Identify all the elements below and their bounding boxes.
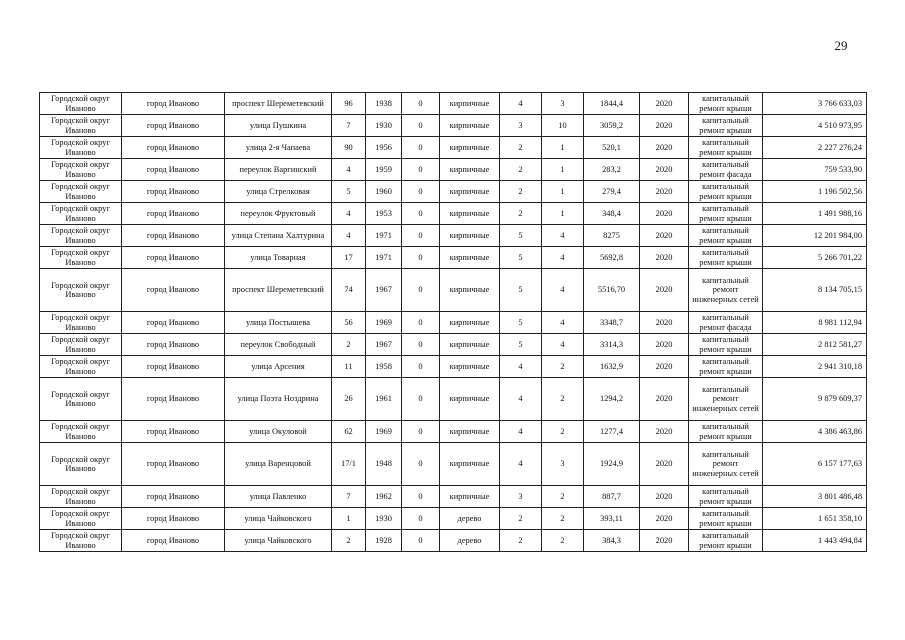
city-cell: город Иваново [122, 443, 225, 486]
area-cell: 279,4 [584, 181, 640, 203]
floors-cell: 2 [500, 181, 542, 203]
page-number: 29 [834, 38, 848, 53]
area-cell: 887,7 [584, 486, 640, 508]
work-type-cell: капитальный ремонт инженерных сетей [689, 443, 763, 486]
street-cell: переулок Фруктовый [225, 203, 332, 225]
city-cell: город Иваново [122, 181, 225, 203]
house-number-cell: 2 [332, 334, 366, 356]
floors-cell: 2 [500, 137, 542, 159]
cost-cell: 1 651 358,10 [763, 508, 867, 530]
work-type-cell: капитальный ремонт крыши [689, 486, 763, 508]
city-cell: город Иваново [122, 159, 225, 181]
floors-cell: 5 [500, 225, 542, 247]
zero-cell: 0 [402, 93, 440, 115]
table-row [40, 356, 867, 378]
zero-cell: 0 [402, 203, 440, 225]
district-cell: Городской округ Иваново [40, 486, 122, 508]
floors-cell: 2 [500, 159, 542, 181]
table-row [40, 247, 867, 269]
entrances-cell: 1 [542, 181, 584, 203]
wall-material-cell: кирпичные [440, 378, 500, 421]
district-cell: Городской округ Иваново [40, 181, 122, 203]
district-cell: Городской округ Иваново [40, 443, 122, 486]
area-cell: 520,1 [584, 137, 640, 159]
house-number-cell: 7 [332, 486, 366, 508]
entrances-cell: 1 [542, 159, 584, 181]
cost-cell: 4 510 973,95 [763, 115, 867, 137]
build-year-cell: 1969 [366, 421, 402, 443]
cost-cell: 1 443 494,84 [763, 530, 867, 552]
entrances-cell: 4 [542, 247, 584, 269]
plan-year-cell: 2020 [640, 508, 689, 530]
wall-material-cell: кирпичные [440, 269, 500, 312]
zero-cell: 0 [402, 356, 440, 378]
entrances-cell: 4 [542, 312, 584, 334]
house-number-cell: 17/1 [332, 443, 366, 486]
build-year-cell: 1960 [366, 181, 402, 203]
district-cell: Городской округ Иваново [40, 115, 122, 137]
city-cell: город Иваново [122, 225, 225, 247]
street-cell: улица Поэта Ноздрина [225, 378, 332, 421]
district-cell: Городской округ Иваново [40, 378, 122, 421]
city-cell: город Иваново [122, 203, 225, 225]
build-year-cell: 1948 [366, 443, 402, 486]
entrances-cell: 2 [542, 508, 584, 530]
wall-material-cell: кирпичные [440, 159, 500, 181]
street-cell: улица Степана Халтурина [225, 225, 332, 247]
area-cell: 1632,9 [584, 356, 640, 378]
house-number-cell: 96 [332, 93, 366, 115]
cost-cell: 3 801 486,48 [763, 486, 867, 508]
wall-material-cell: кирпичные [440, 115, 500, 137]
table-row [40, 115, 867, 137]
street-cell: улица Павленко [225, 486, 332, 508]
wall-material-cell: кирпичные [440, 181, 500, 203]
street-cell: проспект Шереметевский [225, 93, 332, 115]
wall-material-cell: кирпичные [440, 93, 500, 115]
entrances-cell: 2 [542, 356, 584, 378]
table-row [40, 203, 867, 225]
city-cell: город Иваново [122, 508, 225, 530]
build-year-cell: 1962 [366, 486, 402, 508]
district-cell: Городской округ Иваново [40, 530, 122, 552]
entrances-cell: 1 [542, 137, 584, 159]
street-cell: переулок Варгинский [225, 159, 332, 181]
work-type-cell: капитальный ремонт крыши [689, 137, 763, 159]
work-type-cell: капитальный ремонт инженерных сетей [689, 378, 763, 421]
area-cell: 1294,2 [584, 378, 640, 421]
house-number-cell: 4 [332, 159, 366, 181]
cost-cell: 8 981 112,94 [763, 312, 867, 334]
district-cell: Городской округ Иваново [40, 247, 122, 269]
plan-year-cell: 2020 [640, 443, 689, 486]
plan-year-cell: 2020 [640, 93, 689, 115]
wall-material-cell: кирпичные [440, 443, 500, 486]
house-number-cell: 4 [332, 225, 366, 247]
street-cell: улица 2-я Чапаева [225, 137, 332, 159]
house-number-cell: 17 [332, 247, 366, 269]
zero-cell: 0 [402, 247, 440, 269]
wall-material-cell: дерево [440, 530, 500, 552]
city-cell: город Иваново [122, 486, 225, 508]
street-cell: улица Стрелковая [225, 181, 332, 203]
table-row [40, 421, 867, 443]
build-year-cell: 1971 [366, 247, 402, 269]
zero-cell: 0 [402, 443, 440, 486]
table-body [40, 93, 867, 552]
zero-cell: 0 [402, 378, 440, 421]
build-year-cell: 1956 [366, 137, 402, 159]
wall-material-cell: кирпичные [440, 203, 500, 225]
house-number-cell: 7 [332, 115, 366, 137]
district-cell: Городской округ Иваново [40, 508, 122, 530]
entrances-cell: 2 [542, 378, 584, 421]
table-row [40, 159, 867, 181]
plan-year-cell: 2020 [640, 530, 689, 552]
area-cell: 8275 [584, 225, 640, 247]
plan-year-cell: 2020 [640, 115, 689, 137]
plan-year-cell: 2020 [640, 334, 689, 356]
floors-cell: 4 [500, 443, 542, 486]
table-row [40, 530, 867, 552]
work-type-cell: капитальный ремонт крыши [689, 115, 763, 137]
street-cell: проспект Шереметевский [225, 269, 332, 312]
plan-year-cell: 2020 [640, 378, 689, 421]
city-cell: город Иваново [122, 378, 225, 421]
plan-year-cell: 2020 [640, 181, 689, 203]
table-row [40, 137, 867, 159]
work-type-cell: капитальный ремонт инженерных сетей [689, 269, 763, 312]
build-year-cell: 1958 [366, 356, 402, 378]
work-type-cell: капитальный ремонт крыши [689, 334, 763, 356]
zero-cell: 0 [402, 181, 440, 203]
wall-material-cell: дерево [440, 508, 500, 530]
zero-cell: 0 [402, 421, 440, 443]
plan-year-cell: 2020 [640, 225, 689, 247]
entrances-cell: 2 [542, 421, 584, 443]
district-cell: Городской округ Иваново [40, 93, 122, 115]
build-year-cell: 1928 [366, 530, 402, 552]
plan-year-cell: 2020 [640, 159, 689, 181]
house-number-cell: 2 [332, 530, 366, 552]
zero-cell: 0 [402, 312, 440, 334]
district-cell: Городской округ Иваново [40, 334, 122, 356]
city-cell: город Иваново [122, 93, 225, 115]
plan-year-cell: 2020 [640, 486, 689, 508]
area-cell: 5692,8 [584, 247, 640, 269]
table-row [40, 378, 867, 421]
wall-material-cell: кирпичные [440, 486, 500, 508]
entrances-cell: 10 [542, 115, 584, 137]
district-cell: Городской округ Иваново [40, 421, 122, 443]
wall-material-cell: кирпичные [440, 312, 500, 334]
plan-year-cell: 2020 [640, 356, 689, 378]
table-row [40, 443, 867, 486]
build-year-cell: 1938 [366, 93, 402, 115]
wall-material-cell: кирпичные [440, 247, 500, 269]
plan-year-cell: 2020 [640, 421, 689, 443]
zero-cell: 0 [402, 508, 440, 530]
build-year-cell: 1930 [366, 115, 402, 137]
build-year-cell: 1969 [366, 312, 402, 334]
plan-year-cell: 2020 [640, 137, 689, 159]
entrances-cell: 1 [542, 203, 584, 225]
entrances-cell: 4 [542, 269, 584, 312]
floors-cell: 5 [500, 247, 542, 269]
zero-cell: 0 [402, 137, 440, 159]
house-number-cell: 62 [332, 421, 366, 443]
city-cell: город Иваново [122, 115, 225, 137]
area-cell: 393,11 [584, 508, 640, 530]
table-row [40, 508, 867, 530]
street-cell: улица Пушкина [225, 115, 332, 137]
cost-cell: 8 134 705,15 [763, 269, 867, 312]
house-number-cell: 90 [332, 137, 366, 159]
work-type-cell: капитальный ремонт фасада [689, 159, 763, 181]
table-row [40, 181, 867, 203]
cost-cell: 12 201 984,00 [763, 225, 867, 247]
floors-cell: 3 [500, 486, 542, 508]
work-type-cell: капитальный ремонт крыши [689, 247, 763, 269]
wall-material-cell: кирпичные [440, 137, 500, 159]
floors-cell: 5 [500, 269, 542, 312]
work-type-cell: капитальный ремонт крыши [689, 225, 763, 247]
cost-cell: 6 157 177,63 [763, 443, 867, 486]
district-cell: Городской округ Иваново [40, 312, 122, 334]
area-cell: 1277,4 [584, 421, 640, 443]
city-cell: город Иваново [122, 312, 225, 334]
house-number-cell: 26 [332, 378, 366, 421]
city-cell: город Иваново [122, 269, 225, 312]
district-cell: Городской округ Иваново [40, 356, 122, 378]
area-cell: 384,3 [584, 530, 640, 552]
street-cell: улица Варенцовой [225, 443, 332, 486]
district-cell: Городской округ Иваново [40, 225, 122, 247]
work-type-cell: капитальный ремонт крыши [689, 508, 763, 530]
build-year-cell: 1959 [366, 159, 402, 181]
floors-cell: 4 [500, 356, 542, 378]
house-number-cell: 11 [332, 356, 366, 378]
cost-cell: 2 941 310,18 [763, 356, 867, 378]
area-cell: 1924,9 [584, 443, 640, 486]
house-number-cell: 5 [332, 181, 366, 203]
table-row [40, 93, 867, 115]
floors-cell: 2 [500, 203, 542, 225]
floors-cell: 2 [500, 508, 542, 530]
cost-cell: 2 812 581,27 [763, 334, 867, 356]
street-cell: улица Товарная [225, 247, 332, 269]
housing-repair-table [39, 92, 867, 552]
floors-cell: 3 [500, 115, 542, 137]
district-cell: Городской округ Иваново [40, 137, 122, 159]
build-year-cell: 1967 [366, 334, 402, 356]
wall-material-cell: кирпичные [440, 334, 500, 356]
work-type-cell: капитальный ремонт крыши [689, 181, 763, 203]
city-cell: город Иваново [122, 334, 225, 356]
zero-cell: 0 [402, 225, 440, 247]
city-cell: город Иваново [122, 356, 225, 378]
work-type-cell: капитальный ремонт крыши [689, 356, 763, 378]
city-cell: город Иваново [122, 421, 225, 443]
street-cell: улица Чайковского [225, 530, 332, 552]
district-cell: Городской округ Иваново [40, 269, 122, 312]
street-cell: переулок Свободный [225, 334, 332, 356]
cost-cell: 2 227 276,24 [763, 137, 867, 159]
work-type-cell: капитальный ремонт крыши [689, 93, 763, 115]
work-type-cell: капитальный ремонт крыши [689, 530, 763, 552]
plan-year-cell: 2020 [640, 247, 689, 269]
wall-material-cell: кирпичные [440, 356, 500, 378]
district-cell: Городской округ Иваново [40, 159, 122, 181]
entrances-cell: 4 [542, 334, 584, 356]
street-cell: улица Постышева [225, 312, 332, 334]
floors-cell: 4 [500, 421, 542, 443]
plan-year-cell: 2020 [640, 269, 689, 312]
zero-cell: 0 [402, 115, 440, 137]
entrances-cell: 3 [542, 93, 584, 115]
table-row [40, 334, 867, 356]
zero-cell: 0 [402, 334, 440, 356]
house-number-cell: 74 [332, 269, 366, 312]
area-cell: 3314,3 [584, 334, 640, 356]
table-row [40, 269, 867, 312]
city-cell: город Иваново [122, 530, 225, 552]
floors-cell: 2 [500, 530, 542, 552]
house-number-cell: 56 [332, 312, 366, 334]
work-type-cell: капитальный ремонт крыши [689, 203, 763, 225]
district-cell: Городской округ Иваново [40, 203, 122, 225]
table-row [40, 312, 867, 334]
floors-cell: 5 [500, 312, 542, 334]
area-cell: 3348,7 [584, 312, 640, 334]
work-type-cell: капитальный ремонт крыши [689, 421, 763, 443]
plan-year-cell: 2020 [640, 312, 689, 334]
table-row [40, 486, 867, 508]
floors-cell: 5 [500, 334, 542, 356]
entrances-cell: 4 [542, 225, 584, 247]
plan-year-cell: 2020 [640, 203, 689, 225]
cost-cell: 1 196 502,56 [763, 181, 867, 203]
work-type-cell: капитальный ремонт фасада [689, 312, 763, 334]
build-year-cell: 1953 [366, 203, 402, 225]
zero-cell: 0 [402, 159, 440, 181]
house-number-cell: 4 [332, 203, 366, 225]
street-cell: улица Чайковского [225, 508, 332, 530]
area-cell: 283,2 [584, 159, 640, 181]
cost-cell: 9 879 609,37 [763, 378, 867, 421]
area-cell: 5516,70 [584, 269, 640, 312]
zero-cell: 0 [402, 530, 440, 552]
area-cell: 3059,2 [584, 115, 640, 137]
entrances-cell: 2 [542, 530, 584, 552]
build-year-cell: 1930 [366, 508, 402, 530]
build-year-cell: 1967 [366, 269, 402, 312]
floors-cell: 4 [500, 378, 542, 421]
house-number-cell: 1 [332, 508, 366, 530]
street-cell: улица Окуловой [225, 421, 332, 443]
city-cell: город Иваново [122, 137, 225, 159]
cost-cell: 759 533,90 [763, 159, 867, 181]
entrances-cell: 3 [542, 443, 584, 486]
street-cell: улица Арсения [225, 356, 332, 378]
cost-cell: 3 766 633,03 [763, 93, 867, 115]
cost-cell: 5 266 701,22 [763, 247, 867, 269]
city-cell: город Иваново [122, 247, 225, 269]
zero-cell: 0 [402, 486, 440, 508]
wall-material-cell: кирпичные [440, 421, 500, 443]
table-row [40, 225, 867, 247]
cost-cell: 1 491 988,16 [763, 203, 867, 225]
wall-material-cell: кирпичные [440, 225, 500, 247]
area-cell: 1844,4 [584, 93, 640, 115]
zero-cell: 0 [402, 269, 440, 312]
entrances-cell: 2 [542, 486, 584, 508]
build-year-cell: 1971 [366, 225, 402, 247]
floors-cell: 4 [500, 93, 542, 115]
area-cell: 348,4 [584, 203, 640, 225]
build-year-cell: 1961 [366, 378, 402, 421]
cost-cell: 4 386 463,86 [763, 421, 867, 443]
